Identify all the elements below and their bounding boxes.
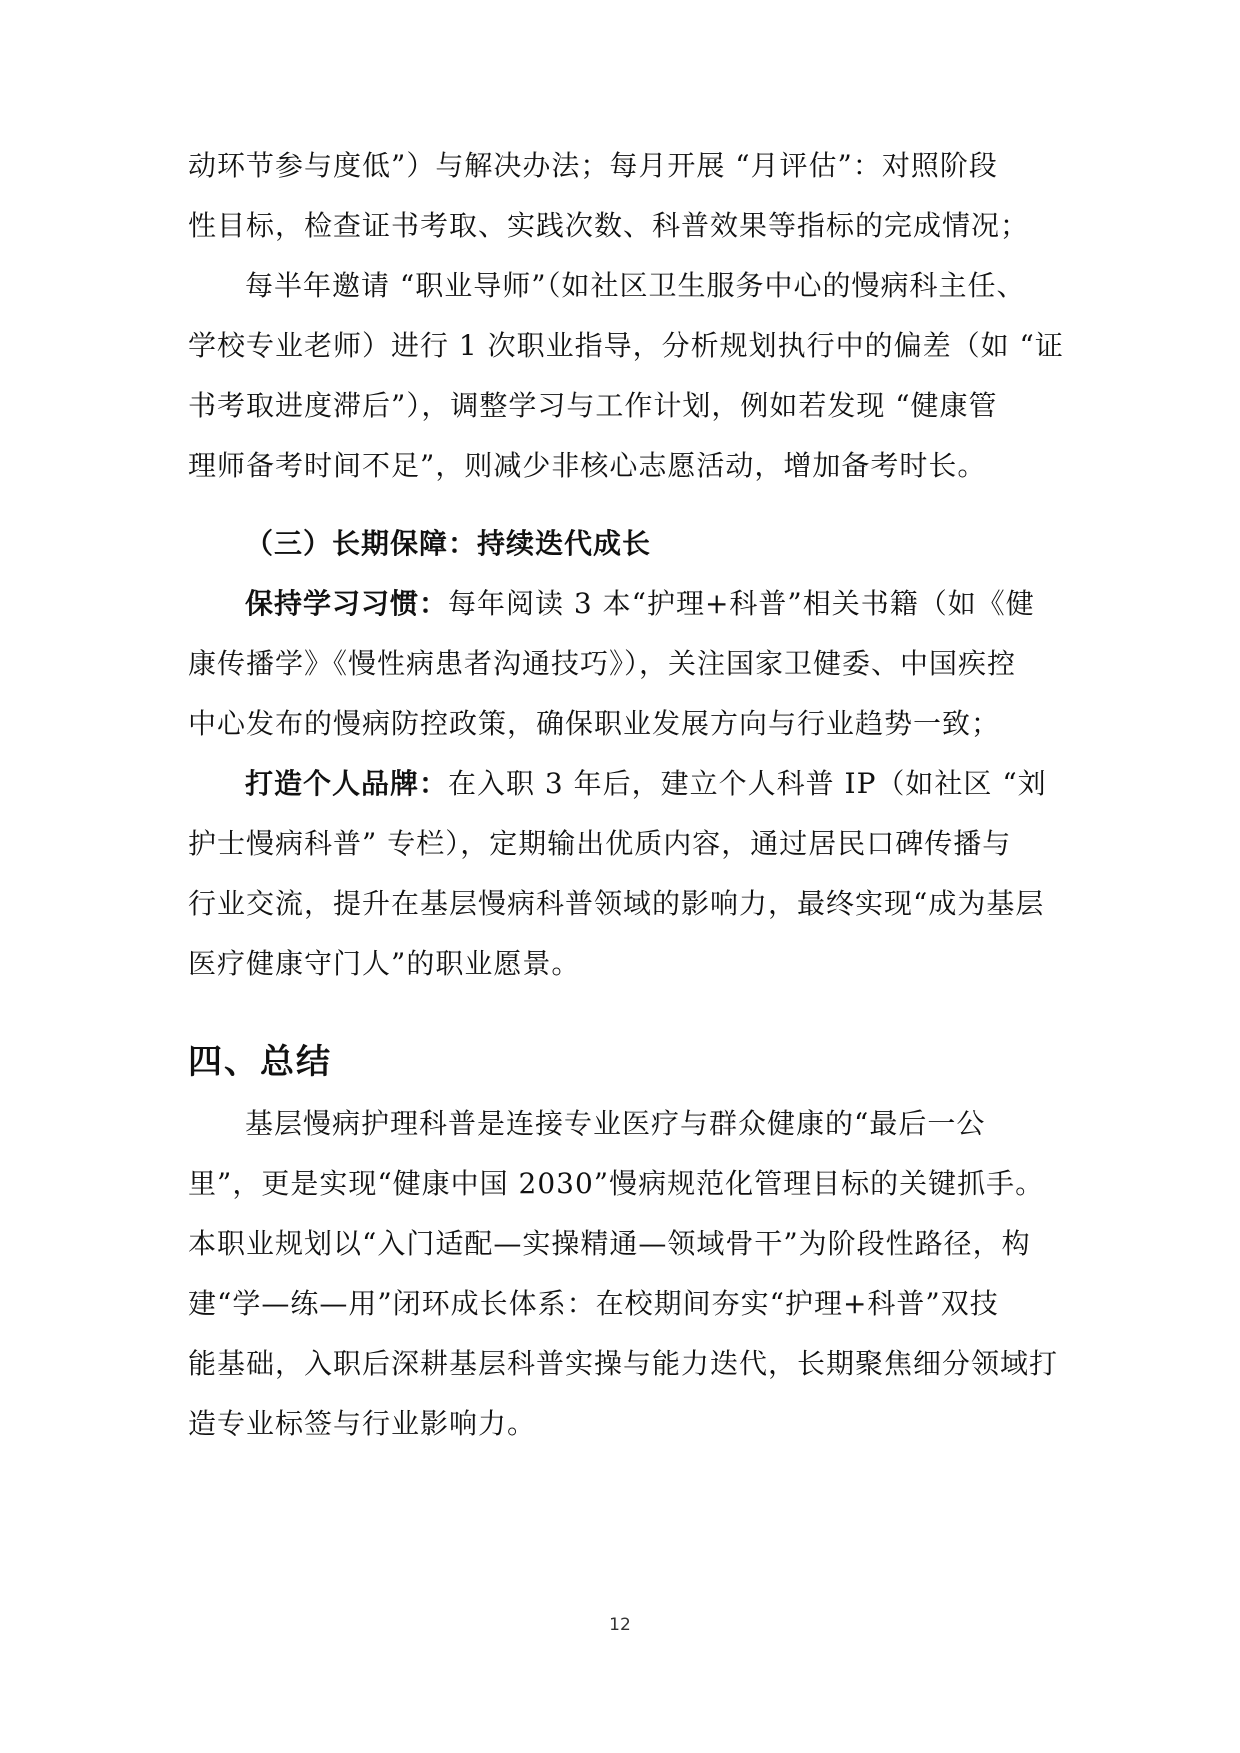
paragraph-line: 书考取进度滞后”），调整学习与工作计划，例如若发现 “健康管 <box>188 389 998 422</box>
paragraph-line: 护士慢病科普” 专栏），定期输出优质内容，通过居民口碑传播与 <box>188 827 1012 860</box>
paragraph-line: 每半年邀请 “职业导师”（如社区卫生服务中心的慢病科主任、 <box>245 269 1026 302</box>
paragraph-line: 中心发布的慢病防控政策，确保职业发展方向与行业趋势一致； <box>188 707 1001 740</box>
paragraph-line: 康传播学》《慢性病患者沟通技巧》），关注国家卫健委、中国疾控 <box>188 647 1017 680</box>
learning-paragraph-first-line <box>245 584 1068 624</box>
paragraph-line: 建“学—练—用”闭环成长体系：在校期间夯实“护理+科普”双技 <box>188 1287 999 1320</box>
paragraph-line: 医疗健康守门人”的职业愿景。 <box>188 947 581 980</box>
paragraph-line: 能基础，入职后深耕基层科普实操与能力迭代，长期聚焦细分领域打 <box>188 1347 1059 1380</box>
paragraph-line: 本职业规划以“入门适配—实操精通—领域骨干”为阶段性路径，构 <box>188 1227 1031 1260</box>
paragraph-line: 学校专业老师）进行 1 次职业指导，分析规划执行中的偏差（如 “证 <box>188 329 1064 362</box>
paragraph-line: 基层慢病护理科普是连接专业医疗与群众健康的“最后一公 <box>245 1107 986 1140</box>
subsection-heading: （三）长期保障：持续迭代成长 <box>245 527 652 560</box>
paragraph-line: 里”，更是实现“健康中国 2030”慢病规范化管理目标的关键抓手。 <box>188 1167 1045 1200</box>
brand-paragraph-first-line <box>245 764 1068 804</box>
paragraph-line: 动环节参与度低”）与解决办法；每月开展 “月评估”：对照阶段 <box>188 149 998 182</box>
paragraph-line: 性目标，检查证书考取、实践次数、科普效果等指标的完成情况； <box>188 209 1030 242</box>
paragraph-line: 造专业标签与行业影响力。 <box>188 1407 537 1440</box>
learning-lead: 保持学习习惯： <box>245 587 449 620</box>
learning-text: 每年阅读 3 本“护理+科普”相关书籍（如《健 <box>448 587 1035 620</box>
brand-lead: 打造个人品牌： <box>245 767 449 800</box>
paragraph-line: 理师备考时间不足”，则减少非核心志愿活动，增加备考时长。 <box>188 449 987 482</box>
brand-text: 在入职 3 年后，建立个人科普 IP（如社区 “刘 <box>448 767 1047 800</box>
paragraph-line: 行业交流，提升在基层慢病科普领域的影响力，最终实现“成为基层 <box>188 887 1045 920</box>
section-heading: 四、总结 <box>188 1042 332 1082</box>
page-number: 12 <box>609 1615 631 1635</box>
